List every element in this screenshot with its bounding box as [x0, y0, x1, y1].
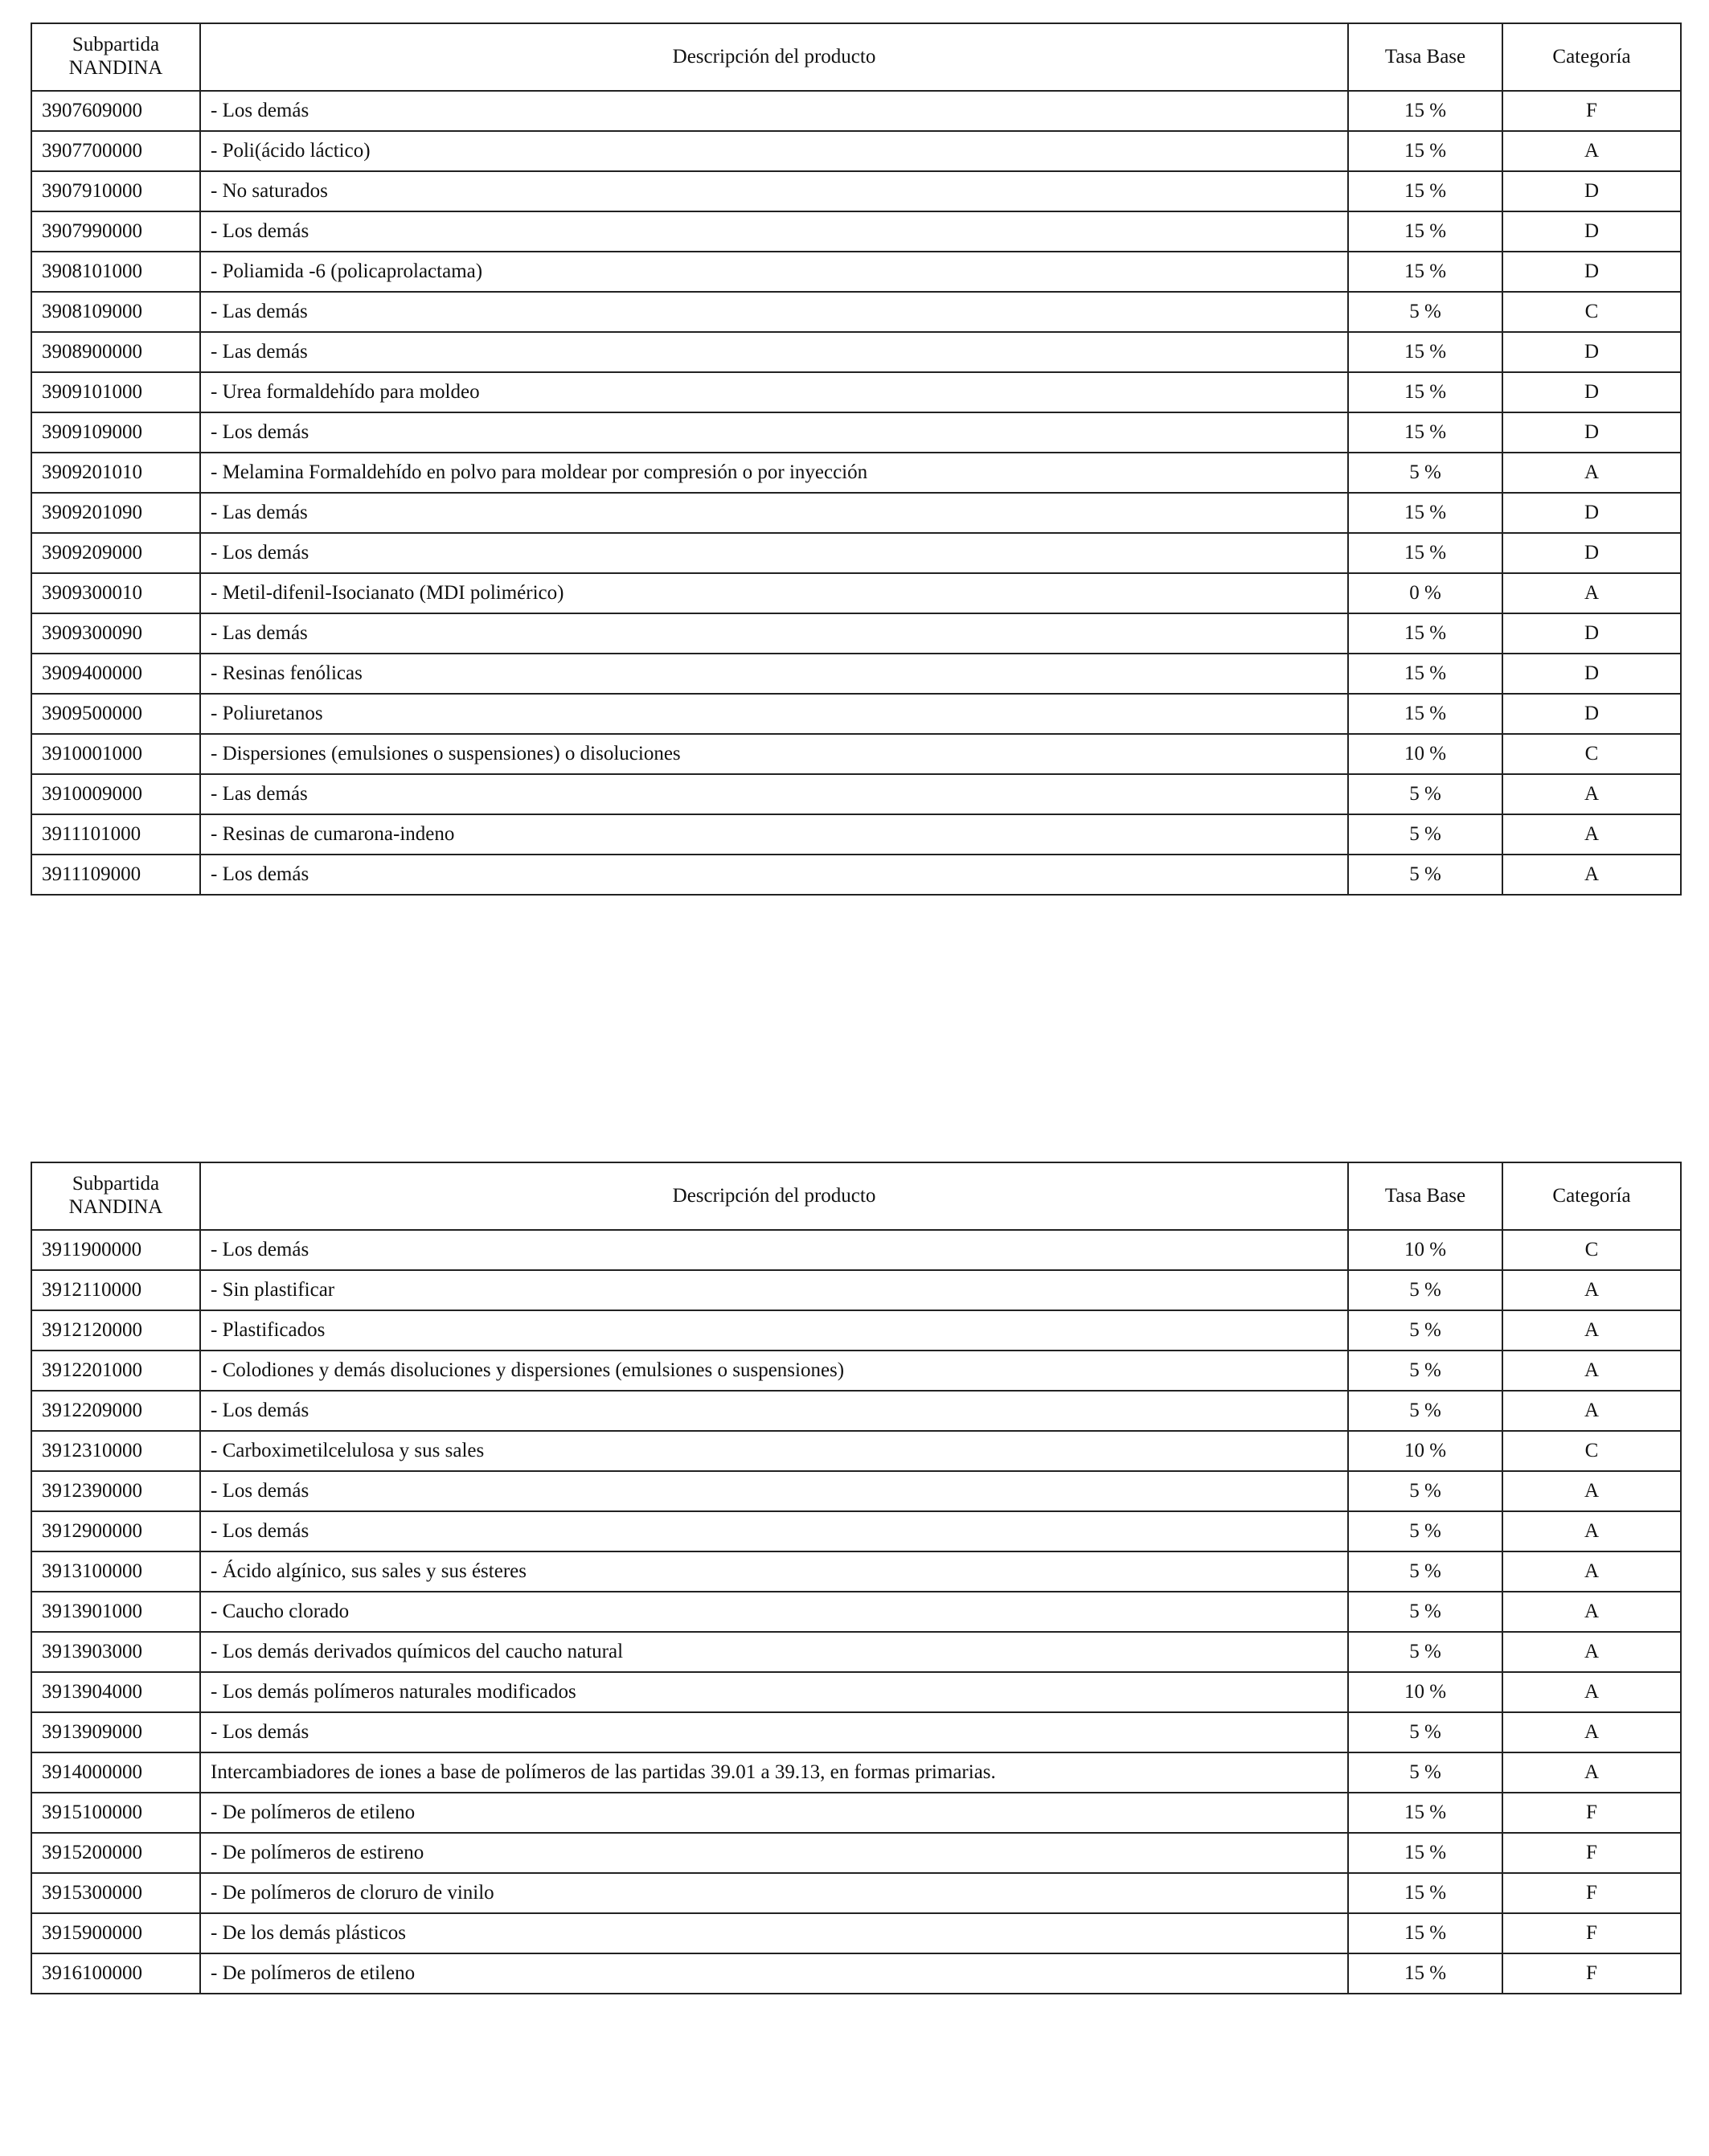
- code-cell: 3911101000: [31, 814, 200, 855]
- category-cell: A: [1502, 1712, 1681, 1752]
- description-cell: - Dispersiones (emulsiones o suspensiones) o disoluciones: [200, 734, 1348, 774]
- rate-cell: 15 %: [1348, 1873, 1502, 1913]
- code-cell: 3909300010: [31, 573, 200, 613]
- category-cell: D: [1502, 252, 1681, 292]
- header-rate: Tasa Base: [1348, 23, 1502, 91]
- code-cell: 3912900000: [31, 1511, 200, 1551]
- rate-cell: 15 %: [1348, 1793, 1502, 1833]
- description-cell: - De polímeros de cloruro de vinilo: [200, 1873, 1348, 1913]
- table-row: [31, 372, 1681, 412]
- description-cell: - Poli(ácido láctico): [200, 131, 1348, 171]
- category-cell: D: [1502, 211, 1681, 252]
- header-description: Descripción del producto: [200, 23, 1348, 91]
- description-cell: - Los demás: [200, 533, 1348, 573]
- rate-cell: 10 %: [1348, 1431, 1502, 1471]
- description-cell: - Los demás: [200, 855, 1348, 895]
- rate-cell: 15 %: [1348, 1833, 1502, 1873]
- table-row: [31, 613, 1681, 654]
- table-row: [31, 211, 1681, 252]
- code-cell: 3911900000: [31, 1230, 200, 1270]
- rate-cell: 0 %: [1348, 573, 1502, 613]
- code-cell: 3908109000: [31, 292, 200, 332]
- table-row: [31, 1431, 1681, 1471]
- rate-cell: 5 %: [1348, 1752, 1502, 1793]
- table-row: [31, 332, 1681, 372]
- code-cell: 3907910000: [31, 171, 200, 211]
- rate-cell: 5 %: [1348, 1632, 1502, 1672]
- header-code: Subpartida NANDINA: [31, 23, 200, 91]
- rate-cell: 15 %: [1348, 131, 1502, 171]
- category-cell: A: [1502, 573, 1681, 613]
- category-cell: A: [1502, 1752, 1681, 1793]
- rate-cell: 15 %: [1348, 91, 1502, 131]
- rate-cell: 15 %: [1348, 171, 1502, 211]
- rate-cell: 5 %: [1348, 814, 1502, 855]
- rate-cell: 10 %: [1348, 1672, 1502, 1712]
- rate-cell: 15 %: [1348, 372, 1502, 412]
- rate-cell: 15 %: [1348, 533, 1502, 573]
- table-row: [31, 855, 1681, 895]
- table-row: [31, 814, 1681, 855]
- description-cell: - Las demás: [200, 493, 1348, 533]
- table-row: [31, 1310, 1681, 1351]
- rate-cell: 5 %: [1348, 1471, 1502, 1511]
- table-row: [31, 654, 1681, 694]
- rate-cell: 5 %: [1348, 1511, 1502, 1551]
- code-cell: 3913901000: [31, 1592, 200, 1632]
- category-cell: C: [1502, 292, 1681, 332]
- description-cell: - Resinas fenólicas: [200, 654, 1348, 694]
- code-cell: 3915900000: [31, 1913, 200, 1953]
- description-cell: - Los demás: [200, 211, 1348, 252]
- description-cell: - Ácido algínico, sus sales y sus ésteres: [200, 1551, 1348, 1592]
- code-cell: 3912201000: [31, 1351, 200, 1391]
- table-body: [31, 1230, 1681, 1994]
- header-row: [31, 23, 1681, 91]
- table-row: [31, 292, 1681, 332]
- description-cell: - Poliuretanos: [200, 694, 1348, 734]
- table-row: [31, 252, 1681, 292]
- code-cell: 3907609000: [31, 91, 200, 131]
- table-row: [31, 1391, 1681, 1431]
- code-cell: 3909300090: [31, 613, 200, 654]
- category-cell: D: [1502, 493, 1681, 533]
- code-cell: 3909209000: [31, 533, 200, 573]
- code-cell: 3913909000: [31, 1712, 200, 1752]
- code-cell: 3914000000: [31, 1752, 200, 1793]
- description-cell: - Los demás: [200, 1712, 1348, 1752]
- description-cell: - Los demás: [200, 1511, 1348, 1551]
- description-cell: - Los demás: [200, 1391, 1348, 1431]
- category-cell: A: [1502, 1471, 1681, 1511]
- header-description: Descripción del producto: [200, 1162, 1348, 1230]
- code-cell: 3909400000: [31, 654, 200, 694]
- tariff-table-2: [31, 1162, 1682, 1994]
- rate-cell: 5 %: [1348, 453, 1502, 493]
- category-cell: A: [1502, 814, 1681, 855]
- category-cell: C: [1502, 734, 1681, 774]
- description-cell: - Resinas de cumarona-indeno: [200, 814, 1348, 855]
- rate-cell: 5 %: [1348, 1270, 1502, 1310]
- rate-cell: 15 %: [1348, 694, 1502, 734]
- category-cell: D: [1502, 654, 1681, 694]
- rate-cell: 15 %: [1348, 613, 1502, 654]
- category-cell: F: [1502, 1873, 1681, 1913]
- table-row: [31, 493, 1681, 533]
- rate-cell: 15 %: [1348, 1913, 1502, 1953]
- category-cell: F: [1502, 1793, 1681, 1833]
- category-cell: A: [1502, 453, 1681, 493]
- rate-cell: 5 %: [1348, 292, 1502, 332]
- description-cell: - Los demás: [200, 91, 1348, 131]
- category-cell: A: [1502, 1511, 1681, 1551]
- code-cell: 3908101000: [31, 252, 200, 292]
- code-cell: 3907700000: [31, 131, 200, 171]
- description-cell: - Metil-difenil-Isocianato (MDI polimérico): [200, 573, 1348, 613]
- description-cell: Intercambiadores de iones a base de polímeros de las partidas 39.01 a 39.13, en formas primarias.: [200, 1752, 1348, 1793]
- rate-cell: 10 %: [1348, 734, 1502, 774]
- header-category: Categoría: [1502, 1162, 1681, 1230]
- code-cell: 3911109000: [31, 855, 200, 895]
- table-row: [31, 412, 1681, 453]
- rate-cell: 5 %: [1348, 1351, 1502, 1391]
- table-body: [31, 91, 1681, 895]
- table-row: [31, 1752, 1681, 1793]
- description-cell: - Urea formaldehído para moldeo: [200, 372, 1348, 412]
- code-cell: 3909201010: [31, 453, 200, 493]
- table-row: [31, 1511, 1681, 1551]
- code-cell: 3915300000: [31, 1873, 200, 1913]
- description-cell: - No saturados: [200, 171, 1348, 211]
- table-row: [31, 1913, 1681, 1953]
- category-cell: F: [1502, 1913, 1681, 1953]
- table-row: [31, 131, 1681, 171]
- description-cell: - Melamina Formaldehído en polvo para moldear por compresión o por inyección: [200, 453, 1348, 493]
- description-cell: - Las demás: [200, 332, 1348, 372]
- code-cell: 3913903000: [31, 1632, 200, 1672]
- category-cell: A: [1502, 1391, 1681, 1431]
- category-cell: A: [1502, 1632, 1681, 1672]
- table-row: [31, 1592, 1681, 1632]
- header-rate: Tasa Base: [1348, 1162, 1502, 1230]
- category-cell: A: [1502, 1270, 1681, 1310]
- code-cell: 3909109000: [31, 412, 200, 453]
- header-category: Categoría: [1502, 23, 1681, 91]
- table-row: [31, 171, 1681, 211]
- description-cell: - Los demás polímeros naturales modificados: [200, 1672, 1348, 1712]
- rate-cell: 15 %: [1348, 332, 1502, 372]
- category-cell: F: [1502, 1833, 1681, 1873]
- category-cell: D: [1502, 171, 1681, 211]
- table-row: [31, 1632, 1681, 1672]
- code-cell: 3910009000: [31, 774, 200, 814]
- table-row: [31, 1712, 1681, 1752]
- rate-cell: 5 %: [1348, 1310, 1502, 1351]
- category-cell: C: [1502, 1230, 1681, 1270]
- table-row: [31, 774, 1681, 814]
- table-row: [31, 734, 1681, 774]
- code-cell: 3907990000: [31, 211, 200, 252]
- table-row: [31, 573, 1681, 613]
- description-cell: - Poliamida -6 (policaprolactama): [200, 252, 1348, 292]
- description-cell: - De polímeros de etileno: [200, 1793, 1348, 1833]
- table-row: [31, 91, 1681, 131]
- description-cell: - De polímeros de estireno: [200, 1833, 1348, 1873]
- description-cell: - Las demás: [200, 774, 1348, 814]
- category-cell: A: [1502, 1310, 1681, 1351]
- rate-cell: 5 %: [1348, 774, 1502, 814]
- table-row: [31, 1230, 1681, 1270]
- description-cell: - Caucho clorado: [200, 1592, 1348, 1632]
- rate-cell: 5 %: [1348, 1391, 1502, 1431]
- category-cell: D: [1502, 332, 1681, 372]
- description-cell: - Los demás: [200, 412, 1348, 453]
- description-cell: - Plastificados: [200, 1310, 1348, 1351]
- category-cell: A: [1502, 131, 1681, 171]
- tariff-table-1: [31, 23, 1682, 896]
- rate-cell: 15 %: [1348, 412, 1502, 453]
- category-cell: D: [1502, 412, 1681, 453]
- category-cell: D: [1502, 613, 1681, 654]
- table-row: [31, 1793, 1681, 1833]
- rate-cell: 15 %: [1348, 654, 1502, 694]
- description-cell: - Sin plastificar: [200, 1270, 1348, 1310]
- rate-cell: 5 %: [1348, 855, 1502, 895]
- description-cell: - Las demás: [200, 613, 1348, 654]
- header-code: Subpartida NANDINA: [31, 1162, 200, 1230]
- code-cell: 3912120000: [31, 1310, 200, 1351]
- table-row: [31, 694, 1681, 734]
- table-row: [31, 1953, 1681, 1994]
- rate-cell: 15 %: [1348, 252, 1502, 292]
- description-cell: - Las demás: [200, 292, 1348, 332]
- table-row: [31, 1270, 1681, 1310]
- category-cell: A: [1502, 1351, 1681, 1391]
- code-cell: 3909201090: [31, 493, 200, 533]
- description-cell: - Los demás: [200, 1471, 1348, 1511]
- category-cell: D: [1502, 533, 1681, 573]
- description-cell: - Los demás derivados químicos del caucho natural: [200, 1632, 1348, 1672]
- table-row: [31, 1551, 1681, 1592]
- code-cell: 3912110000: [31, 1270, 200, 1310]
- category-cell: A: [1502, 855, 1681, 895]
- code-cell: 3916100000: [31, 1953, 200, 1994]
- code-cell: 3913904000: [31, 1672, 200, 1712]
- code-cell: 3913100000: [31, 1551, 200, 1592]
- code-cell: 3909101000: [31, 372, 200, 412]
- table-row: [31, 1471, 1681, 1511]
- code-cell: 3909500000: [31, 694, 200, 734]
- code-cell: 3915200000: [31, 1833, 200, 1873]
- category-cell: F: [1502, 91, 1681, 131]
- rate-cell: 5 %: [1348, 1592, 1502, 1632]
- rate-cell: 15 %: [1348, 493, 1502, 533]
- code-cell: 3912310000: [31, 1431, 200, 1471]
- description-cell: - De los demás plásticos: [200, 1913, 1348, 1953]
- description-cell: - Carboximetilcelulosa y sus sales: [200, 1431, 1348, 1471]
- table-row: [31, 1672, 1681, 1712]
- table-row: [31, 453, 1681, 493]
- table-row: [31, 1351, 1681, 1391]
- category-cell: D: [1502, 372, 1681, 412]
- code-cell: 3912209000: [31, 1391, 200, 1431]
- code-cell: 3908900000: [31, 332, 200, 372]
- rate-cell: 5 %: [1348, 1712, 1502, 1752]
- header-row: [31, 1162, 1681, 1230]
- category-cell: D: [1502, 694, 1681, 734]
- description-cell: - De polímeros de etileno: [200, 1953, 1348, 1994]
- rate-cell: 15 %: [1348, 1953, 1502, 1994]
- code-cell: 3915100000: [31, 1793, 200, 1833]
- category-cell: F: [1502, 1953, 1681, 1994]
- table-row: [31, 1833, 1681, 1873]
- category-cell: A: [1502, 774, 1681, 814]
- code-cell: 3910001000: [31, 734, 200, 774]
- rate-cell: 10 %: [1348, 1230, 1502, 1270]
- category-cell: A: [1502, 1592, 1681, 1632]
- description-cell: - Colodiones y demás disoluciones y dispersiones (emulsiones o suspensiones): [200, 1351, 1348, 1391]
- category-cell: A: [1502, 1551, 1681, 1592]
- description-cell: - Los demás: [200, 1230, 1348, 1270]
- rate-cell: 5 %: [1348, 1551, 1502, 1592]
- category-cell: A: [1502, 1672, 1681, 1712]
- code-cell: 3912390000: [31, 1471, 200, 1511]
- table-row: [31, 1873, 1681, 1913]
- category-cell: C: [1502, 1431, 1681, 1471]
- table-row: [31, 533, 1681, 573]
- rate-cell: 15 %: [1348, 211, 1502, 252]
